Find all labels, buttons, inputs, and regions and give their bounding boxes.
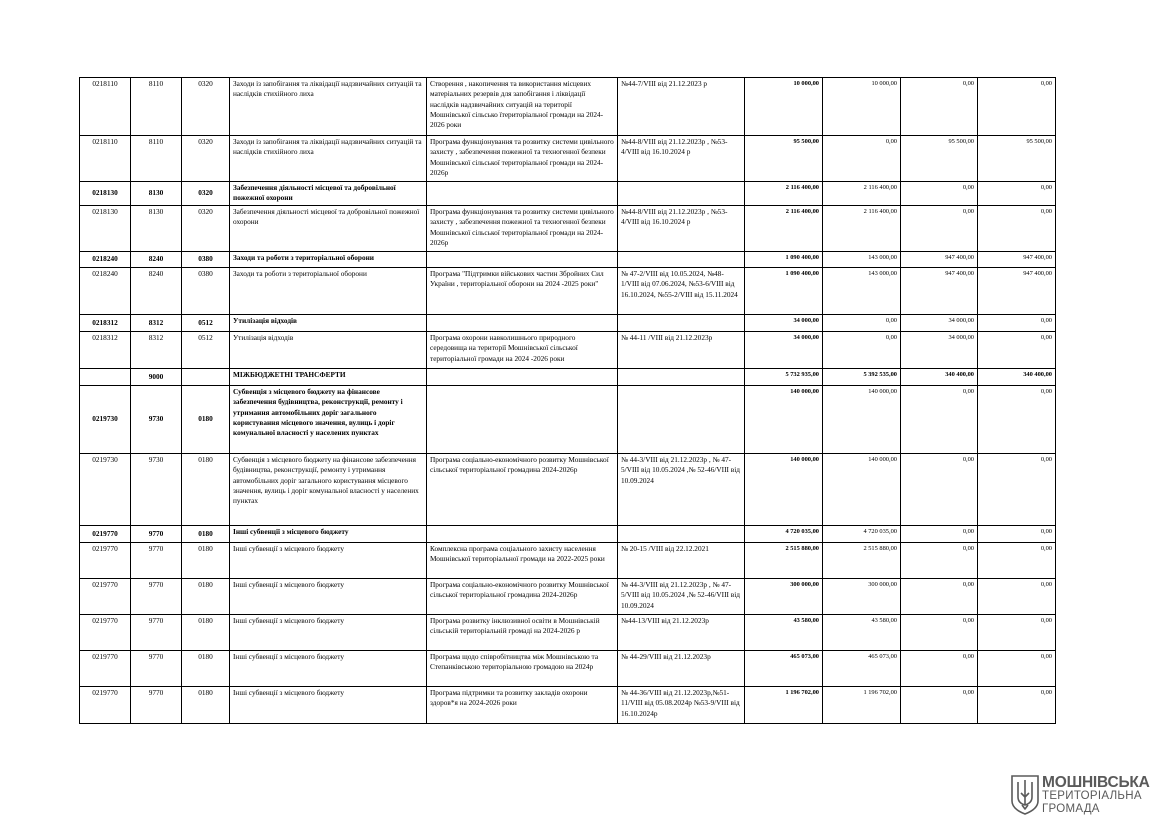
expense-name-cell: Субвенція з місцевого бюджету на фінансове забезпечення будівництва, реконструкції, ремонту і утримання автомобільних доріг загального користування місцевого значення, вулиць і доріг комунальної власності у населених пунктах: [230, 386, 427, 454]
fkvk-code-cell: 0512: [182, 315, 230, 332]
total-cell: 95 500,00: [745, 136, 823, 182]
special-fund-cell: 34 000,00: [901, 315, 978, 332]
special-fund-cell: 95 500,00: [901, 136, 978, 182]
table-row: [80, 687, 1056, 724]
development-budget-cell: 340 400,00: [978, 369, 1056, 386]
program-code-cell: 0219770: [80, 526, 131, 543]
special-fund-cell: 0,00: [901, 543, 978, 579]
special-fund-cell: 340 400,00: [901, 369, 978, 386]
program-code-cell: 0219770: [80, 543, 131, 579]
table-row-subtotal: [80, 315, 1056, 332]
decision-cell: [618, 369, 745, 386]
special-fund-cell: 0,00: [901, 386, 978, 454]
general-fund-cell: 0,00: [823, 332, 901, 369]
development-budget-cell: 0,00: [978, 315, 1056, 332]
program-name-cell: Програма функціонування та розвитку системи цивільного захисту , забезпечення пожежної та техногенної безпеки Мошнівської сільської територіальної громади на 2024-2026р: [427, 136, 618, 182]
logo-line-1: МОШНІВСЬКА: [1042, 774, 1150, 791]
decision-cell: [618, 526, 745, 543]
development-budget-cell: 0,00: [978, 182, 1056, 206]
total-cell: 1 090 400,00: [745, 252, 823, 268]
table-row-subtotal: [80, 182, 1056, 206]
special-fund-cell: 0,00: [901, 206, 978, 252]
general-fund-cell: 143 000,00: [823, 252, 901, 268]
expense-name-cell: Забезпечення діяльності місцевої та добровільної пожежної охорони: [230, 182, 427, 206]
general-fund-cell: 2 116 400,00: [823, 206, 901, 252]
decision-cell: [618, 386, 745, 454]
fkvk-code-cell: 0320: [182, 206, 230, 252]
tpkvk-code-cell: 9770: [131, 579, 182, 615]
program-name-cell: [427, 369, 618, 386]
program-name-cell: [427, 182, 618, 206]
total-cell: 5 732 935,00: [745, 369, 823, 386]
fkvk-code-cell: 0180: [182, 454, 230, 526]
program-name-cell: [427, 252, 618, 268]
program-code-cell: 0219770: [80, 579, 131, 615]
general-fund-cell: 140 000,00: [823, 454, 901, 526]
program-name-cell: Створення , накопичення та використання місцевих матеріальних резервів для запобігання і ліквідації наслідків надзвичайних ситуацій на території Мошнівської сільсько їтериторіальної громади на 2024-2026 роки: [427, 78, 618, 136]
program-code-cell: 0218240: [80, 252, 131, 268]
fkvk-code-cell: 0180: [182, 526, 230, 543]
program-code-cell: 0218312: [80, 332, 131, 369]
decision-cell: [618, 252, 745, 268]
table-row: [80, 206, 1056, 252]
tpkvk-code-cell: 9770: [131, 526, 182, 543]
development-budget-cell: 0,00: [978, 526, 1056, 543]
special-fund-cell: 0,00: [901, 78, 978, 136]
program-code-cell: 0219730: [80, 386, 131, 454]
fkvk-code-cell: 0180: [182, 615, 230, 651]
expense-name-cell: Інші субвенції з місцевого бюджету: [230, 543, 427, 579]
total-cell: 34 000,00: [745, 315, 823, 332]
table-row: [80, 454, 1056, 526]
special-fund-cell: 947 400,00: [901, 268, 978, 315]
decision-cell: № 44-11 /VIII від 21.12.2023р: [618, 332, 745, 369]
development-budget-cell: 0,00: [978, 206, 1056, 252]
special-fund-cell: 0,00: [901, 615, 978, 651]
tpkvk-code-cell: 8240: [131, 252, 182, 268]
fkvk-code-cell: [182, 369, 230, 386]
program-code-cell: 0219770: [80, 687, 131, 724]
decision-cell: №44-8/VIII від 21.12.2023р , №53-4/VIII від 16.10.2024 р: [618, 206, 745, 252]
total-cell: 2 116 400,00: [745, 206, 823, 252]
table-row-section-total: [80, 369, 1056, 386]
development-budget-cell: 0,00: [978, 332, 1056, 369]
program-name-cell: [427, 526, 618, 543]
fkvk-code-cell: 0320: [182, 78, 230, 136]
expense-name-cell: Інші субвенції з місцевого бюджету: [230, 579, 427, 615]
total-cell: 43 580,00: [745, 615, 823, 651]
special-fund-cell: 0,00: [901, 182, 978, 206]
program-name-cell: Програма розвитку інклюзивної освіти в Мошнівській сільській територіальній громаді на 2024-2026 р: [427, 615, 618, 651]
development-budget-cell: 0,00: [978, 386, 1056, 454]
table-row-subtotal: [80, 526, 1056, 543]
expense-name-cell: Утилізація відходів: [230, 315, 427, 332]
expense-name-cell: Інші субвенції з місцевого бюджету: [230, 651, 427, 687]
decision-cell: №44-7/VIII від 21.12.2023 р: [618, 78, 745, 136]
tpkvk-code-cell: 8110: [131, 136, 182, 182]
total-cell: 4 720 035,00: [745, 526, 823, 543]
total-cell: 2 116 400,00: [745, 182, 823, 206]
tpkvk-code-cell: 9770: [131, 687, 182, 724]
decision-cell: № 44-36/VIII від 21.12.2023р,№51-11/VIII від 05.08.2024р №53-9/VIII від 16.10.2024р: [618, 687, 745, 724]
total-cell: 140 000,00: [745, 454, 823, 526]
program-code-cell: 0219770: [80, 615, 131, 651]
total-cell: 1 090 400,00: [745, 268, 823, 315]
decision-cell: [618, 182, 745, 206]
general-fund-cell: 1 196 702,00: [823, 687, 901, 724]
total-cell: 2 515 880,00: [745, 543, 823, 579]
program-code-cell: 0219730: [80, 454, 131, 526]
expense-name-cell: Інші субвенції з місцевого бюджету: [230, 687, 427, 724]
fkvk-code-cell: 0180: [182, 579, 230, 615]
total-cell: 1 196 702,00: [745, 687, 823, 724]
fkvk-code-cell: 0380: [182, 252, 230, 268]
fkvk-code-cell: 0180: [182, 687, 230, 724]
decision-cell: № 44-29/VIII від 21.12.2023р: [618, 651, 745, 687]
fkvk-code-cell: 0380: [182, 268, 230, 315]
table-row: [80, 268, 1056, 315]
expense-name-cell: Заходи із запобігання та ліквідації надзвичайних ситуацій та наслідків стихійного лиха: [230, 78, 427, 136]
table-row: [80, 136, 1056, 182]
total-cell: 300 000,00: [745, 579, 823, 615]
program-name-cell: [427, 315, 618, 332]
tpkvk-code-cell: 9730: [131, 386, 182, 454]
expense-name-cell: Субвенція з місцевого бюджету на фінансове забезпечення будівництва, реконструкції, ремонту і утримання автомобільних доріг загального користування місцевого значення, вулиць і доріг комунальної власності у населених пунктах: [230, 454, 427, 526]
tpkvk-code-cell: 9000: [131, 369, 182, 386]
expense-name-cell: МІЖБЮДЖЕТНІ ТРАНСФЕРТИ: [230, 369, 427, 386]
program-name-cell: Програма підтримки та розвитку закладів охорони здоров*я на 2024-2026 роки: [427, 687, 618, 724]
program-code-cell: 0219770: [80, 651, 131, 687]
general-fund-cell: 10 000,00: [823, 78, 901, 136]
development-budget-cell: 95 500,00: [978, 136, 1056, 182]
decision-cell: №44-8/VIII від 21.12.2023р , №53-4/VIII від 16.10.2024 р: [618, 136, 745, 182]
special-fund-cell: 947 400,00: [901, 252, 978, 268]
total-cell: 465 073,00: [745, 651, 823, 687]
general-fund-cell: 465 073,00: [823, 651, 901, 687]
expense-name-cell: Інші субвенції з місцевого бюджету: [230, 615, 427, 651]
fkvk-code-cell: 0180: [182, 386, 230, 454]
program-code-cell: 0218130: [80, 206, 131, 252]
general-fund-cell: 5 392 535,00: [823, 369, 901, 386]
program-code-cell: 0218110: [80, 78, 131, 136]
general-fund-cell: 2 116 400,00: [823, 182, 901, 206]
table-row-subtotal: [80, 252, 1056, 268]
tpkvk-code-cell: 8312: [131, 315, 182, 332]
decision-cell: № 44-3/VIII від 21.12.2023р , № 47-5/VIII від 10.05.2024 ,№ 52-46/VIII від 10.09.2024: [618, 454, 745, 526]
decision-cell: [618, 315, 745, 332]
program-name-cell: Програма "Підтримки військових частин Збройних Сил України , територіальної оборони на 2024 -2025 роки": [427, 268, 618, 315]
fkvk-code-cell: 0180: [182, 543, 230, 579]
decision-cell: № 47-2/VIII від 10.05.2024, №48-1/VIII від 07.06.2024, №53-6/VIII від 16.10.2024, №55-2/VIII від 15.11.2024: [618, 268, 745, 315]
budget-programs-table: [79, 77, 1056, 724]
development-budget-cell: 0,00: [978, 454, 1056, 526]
tpkvk-code-cell: 8240: [131, 268, 182, 315]
program-name-cell: Комплексна програма соціального захисту населення Мошнівської територіальної громади на 2022-2025 роки: [427, 543, 618, 579]
general-fund-cell: 300 000,00: [823, 579, 901, 615]
program-code-cell: 0218110: [80, 136, 131, 182]
program-name-cell: Програма соціально-економічного розвитку Мошнівської сільської територіальної громадина 2024-2026р: [427, 454, 618, 526]
community-logo: [1010, 774, 1160, 818]
expense-name-cell: Утилізація відходів: [230, 332, 427, 369]
general-fund-cell: 2 515 880,00: [823, 543, 901, 579]
special-fund-cell: 0,00: [901, 454, 978, 526]
program-code-cell: 0218312: [80, 315, 131, 332]
fkvk-code-cell: 0320: [182, 136, 230, 182]
program-name-cell: Програма соціально-економічного розвитку Мошнівської сільської територіальної громадина 2024-2026р: [427, 579, 618, 615]
total-cell: 34 000,00: [745, 332, 823, 369]
decision-cell: №44-13/VIII від 21.12.2023р: [618, 615, 745, 651]
fkvk-code-cell: 0180: [182, 651, 230, 687]
expense-name-cell: Забезпечення діяльності місцевої та добровільної пожежної охорони: [230, 206, 427, 252]
program-code-cell: [80, 369, 131, 386]
fkvk-code-cell: 0512: [182, 332, 230, 369]
general-fund-cell: 143 000,00: [823, 268, 901, 315]
table-row: [80, 332, 1056, 369]
expense-name-cell: Заходи із запобігання та ліквідації надзвичайних ситуацій та наслідків стихійного лиха: [230, 136, 427, 182]
special-fund-cell: 0,00: [901, 651, 978, 687]
tpkvk-code-cell: 8312: [131, 332, 182, 369]
program-name-cell: [427, 386, 618, 454]
decision-cell: № 44-3/VIII від 21.12.2023р , № 47-5/VIII від 10.05.2024 ,№ 52-46/VIII від 10.09.2024: [618, 579, 745, 615]
table-row-subtotal: [80, 386, 1056, 454]
program-name-cell: Програма охорони навколишнього природного середовища на території Мошнівської сільської територіальної громади на 2024 -2026 роки: [427, 332, 618, 369]
tpkvk-code-cell: 9770: [131, 543, 182, 579]
program-code-cell: 0218240: [80, 268, 131, 315]
general-fund-cell: 43 580,00: [823, 615, 901, 651]
development-budget-cell: 0,00: [978, 687, 1056, 724]
table-row: [80, 579, 1056, 615]
expense-name-cell: Інші субвенції з місцевого бюджету: [230, 526, 427, 543]
tpkvk-code-cell: 9730: [131, 454, 182, 526]
total-cell: 140 000,00: [745, 386, 823, 454]
program-name-cell: Програма функціонування та розвитку системи цивільного захисту , забезпечення пожежної та техногенної безпеки Мошнівської сільської територіальної громади на 2024-2026р: [427, 206, 618, 252]
fkvk-code-cell: 0320: [182, 182, 230, 206]
tpkvk-code-cell: 8130: [131, 206, 182, 252]
logo-line-3: ГРОМАДА: [1042, 803, 1100, 815]
tpkvk-code-cell: 9770: [131, 615, 182, 651]
tpkvk-code-cell: 8130: [131, 182, 182, 206]
table-body: [80, 78, 1056, 724]
development-budget-cell: 0,00: [978, 651, 1056, 687]
tpkvk-code-cell: 9770: [131, 651, 182, 687]
tpkvk-code-cell: 8110: [131, 78, 182, 136]
expense-name-cell: Заходи та роботи з територіальної оборони: [230, 252, 427, 268]
program-code-cell: 0218130: [80, 182, 131, 206]
development-budget-cell: 0,00: [978, 579, 1056, 615]
general-fund-cell: 0,00: [823, 136, 901, 182]
table-row: [80, 543, 1056, 579]
decision-cell: № 20-15 /VIII від 22.12.2021: [618, 543, 745, 579]
special-fund-cell: 0,00: [901, 526, 978, 543]
general-fund-cell: 140 000,00: [823, 386, 901, 454]
table-row: [80, 78, 1056, 136]
program-name-cell: Програма щодо співробітництва між Мошнівською та Степанківською територіальною громадою на 2024р: [427, 651, 618, 687]
table-row: [80, 615, 1056, 651]
general-fund-cell: 0,00: [823, 315, 901, 332]
development-budget-cell: 0,00: [978, 615, 1056, 651]
development-budget-cell: 947 400,00: [978, 268, 1056, 315]
development-budget-cell: 0,00: [978, 78, 1056, 136]
special-fund-cell: 34 000,00: [901, 332, 978, 369]
logo-line-2: ТЕРИТОРІАЛЬНА: [1042, 790, 1142, 802]
total-cell: 10 000,00: [745, 78, 823, 136]
development-budget-cell: 0,00: [978, 543, 1056, 579]
general-fund-cell: 4 720 035,00: [823, 526, 901, 543]
table-row: [80, 651, 1056, 687]
special-fund-cell: 0,00: [901, 579, 978, 615]
trident-emblem-icon: [1010, 775, 1040, 815]
expense-name-cell: Заходи та роботи з територіальної оборони: [230, 268, 427, 315]
special-fund-cell: 0,00: [901, 687, 978, 724]
development-budget-cell: 947 400,00: [978, 252, 1056, 268]
